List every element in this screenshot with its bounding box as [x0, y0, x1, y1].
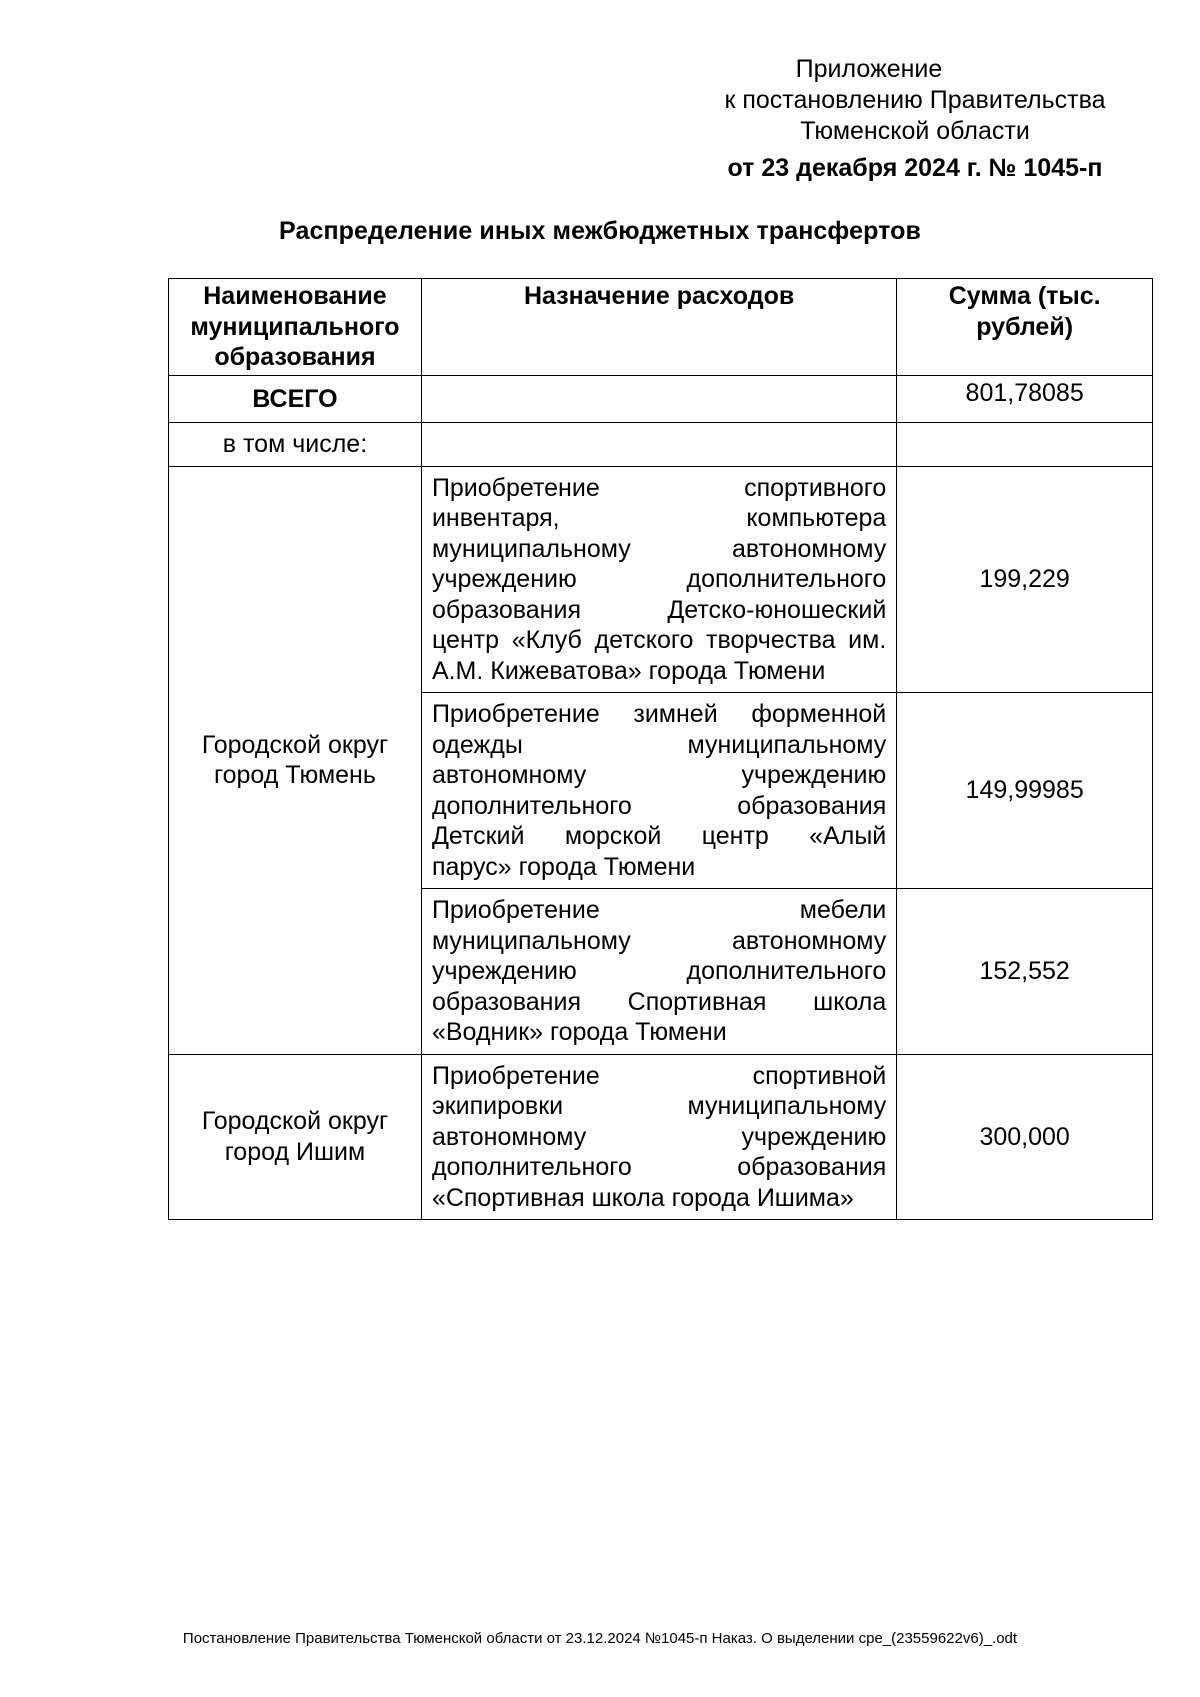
total-label: ВСЕГО — [169, 375, 422, 423]
col-header-purpose: Назначение расходов — [421, 279, 896, 376]
purpose-line: учреждению дополнительного — [431, 565, 887, 593]
purpose-line: экипировки муниципальному — [431, 1092, 887, 1120]
purpose-line: образования Детско-юношеский — [431, 595, 887, 624]
appendix-decree-date: от 23 декабря 2024 г. № 1045-п — [727, 154, 1103, 182]
including-row — [169, 423, 1153, 467]
purpose-line: инвентаря, компьютера — [431, 504, 887, 532]
purpose-line: дополнительного образования — [431, 791, 887, 820]
appendix-line-3: Тюменской области — [800, 117, 1030, 145]
amount-cell: 152,552 — [897, 889, 1153, 1055]
purpose-line: Приобретение спортивного — [431, 473, 887, 502]
purpose-line: «Спортивная школа города Ишима» — [431, 1183, 854, 1212]
purpose-cell — [421, 466, 896, 693]
appendix-line-2: к постановлению Правительства — [724, 86, 1106, 114]
amount-cell: 149,99985 — [897, 693, 1153, 889]
purpose-line: Приобретение мебели — [431, 896, 887, 924]
including-amount-empty — [897, 423, 1153, 467]
purpose-line: образования Спортивная школа — [431, 987, 887, 1016]
purpose-line: А.М. Кижеватова» города Тюмени — [431, 656, 826, 685]
purpose-line: дополнительного образования — [431, 1153, 887, 1181]
total-value: 801,78085 — [897, 375, 1153, 423]
table-header-row — [169, 279, 1153, 376]
purpose-line: центр «Клуб детского творчества им. — [431, 626, 887, 654]
appendix-line-1: Приложение — [795, 55, 943, 83]
purpose-line: «Водник» города Тюмени — [431, 1018, 727, 1046]
table-row — [169, 466, 1153, 693]
total-purpose-empty — [421, 375, 896, 423]
purpose-line: автономному учреждению — [431, 1122, 887, 1151]
transfers-table — [168, 278, 1153, 1220]
purpose-cell — [421, 889, 896, 1055]
purpose-line: муниципальному автономному — [431, 926, 887, 955]
purpose-line: автономному учреждению — [431, 761, 887, 789]
purpose-cell — [421, 693, 896, 889]
purpose-line: учреждению дополнительного — [431, 957, 887, 985]
amount-cell: 199,229 — [897, 466, 1153, 693]
purpose-line: Детский морской центр «Алый — [431, 822, 887, 850]
purpose-line: муниципальному автономному — [431, 534, 887, 563]
appendix-header — [690, 54, 1140, 184]
amount-cell: 300,000 — [897, 1054, 1153, 1220]
purpose-line: Приобретение спортивной — [431, 1061, 887, 1090]
purpose-cell — [421, 1054, 896, 1220]
municipality-cell: Городской округ город Тюмень — [169, 466, 422, 1054]
col-header-amount: Сумма (тыс. рублей) — [897, 279, 1153, 376]
purpose-line: Приобретение зимней форменной — [431, 700, 887, 728]
purpose-line: одежды муниципальному — [431, 730, 887, 759]
table-row — [169, 1054, 1153, 1220]
document-title: Распределение иных межбюджетных трансфертов — [279, 217, 921, 245]
including-label: в том числе: — [169, 423, 422, 467]
purpose-line: парус» города Тюмени — [431, 852, 696, 881]
col-header-municipality: Наименование муниципального образования — [169, 279, 422, 376]
municipality-cell: Городской округ город Ишим — [169, 1054, 422, 1220]
page-footer: Постановление Правительства Тюменской области от 23.12.2024 №1045-п Наказ. О выделении сре_(23559622v6)_.odt — [182, 1630, 1018, 1647]
including-purpose-empty — [421, 423, 896, 467]
total-row — [169, 375, 1153, 423]
